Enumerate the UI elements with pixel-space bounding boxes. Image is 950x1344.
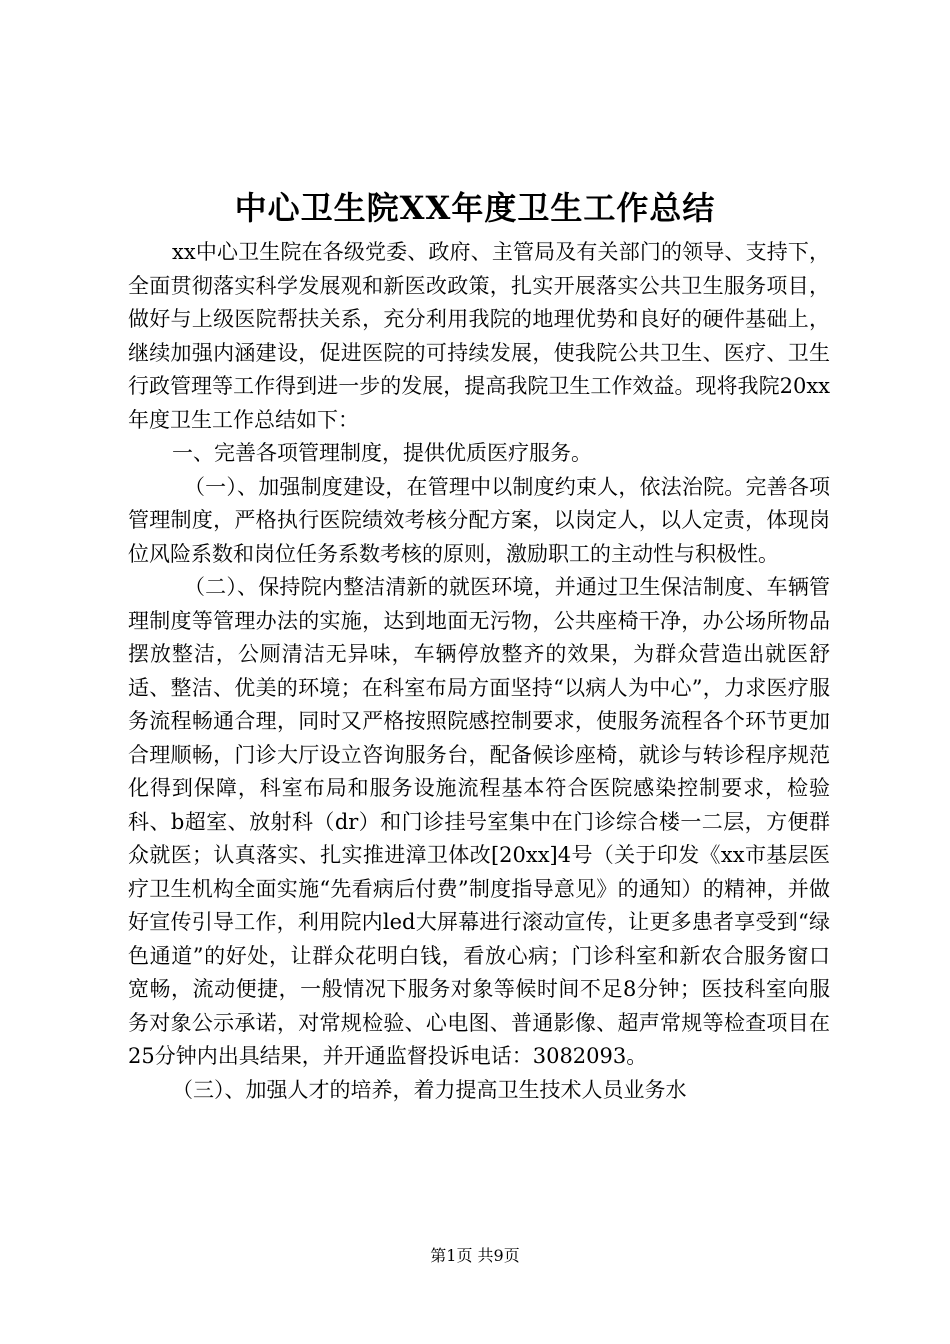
paragraph-subsection-2: （二）、保持院内整洁清新的就医环境，并通过卫生保洁制度、车辆管理制度等管理办法的实施，达到地面无污物，公共座椅干净，办公场所物品摆放整洁，公厕清洁无异味，车辆停放整齐的效果，为群众营造出就医舒适、整洁、优美的环境；在科室布局方面坚持“以病人为中心”，力求医疗服务流程畅通合理，同时又严格按照院感控制要求，使服务流程各个环节更加合理顺畅，门诊大厅设立咨询服务台，配备候诊座椅，就诊与转诊程序规范化得到保障，科室布局和服务设施流程基本符合医院感染控制要求，检验科、b超室、放射科（dr）和门诊挂号室集中在门诊综合楼一二层，方便群众就医；认真落实、扎实推进漳卫体改[20xx]4号（关于印发《xx市基层医疗卫生机构全面实施“先看病后付费”制度指导意见》的通知）的精神，并做好宣传引导工作，利用院内led大屏幕进行滚动宣传，让更多患者享受到“绿色通道”的好处，让群众花明白钱，看放心病；门诊科室和新农合服务窗口宽畅，流动便捷，一般情况下服务对象等候时间不足8分钟；医技科室向服务对象公示承诺，对常规检验、心电图、普通影像、超声常规等检查项目在25分钟内出具结果，并开通监督投诉电话：3082093。 [128,575,830,1068]
document-body [128,236,830,1107]
paragraph-intro: xx中心卫生院在各级党委、政府、主管局及有关部门的领导、支持下，全面贯彻落实科学发展观和新医改政策，扎实开展落实公共卫生服务项目，做好与上级医院帮扶关系，充分利用我院的地理优势和良好的硬件基础上，继续加强内涵建设，促进医院的可持续发展，使我院公共卫生、医疗、卫生行政管理等工作得到进一步的发展，提高我院卫生工作效益。现将我院20xx年度卫生工作总结如下： [128,240,830,432]
document-title: 中心卫生院XX年度卫生工作总结 [234,189,716,227]
paragraph-subsection-3: （三）、加强人才的培养，着力提高卫生技术人员业务水 [172,1077,687,1102]
paragraph-subsection-1: （一）、加强制度建设，在管理中以制度约束人，依法治院。完善各项管理制度，严格执行医院绩效考核分配方案，以岗定人，以人定责，体现岗位风险系数和岗位任务系数考核的原则，激励职工的主动性与积极性。 [128,474,830,566]
page-footer: 第1页 共9页 [430,1246,520,1265]
section-heading-1: 一、完善各项管理制度，提供优质医疗服务。 [172,441,592,465]
